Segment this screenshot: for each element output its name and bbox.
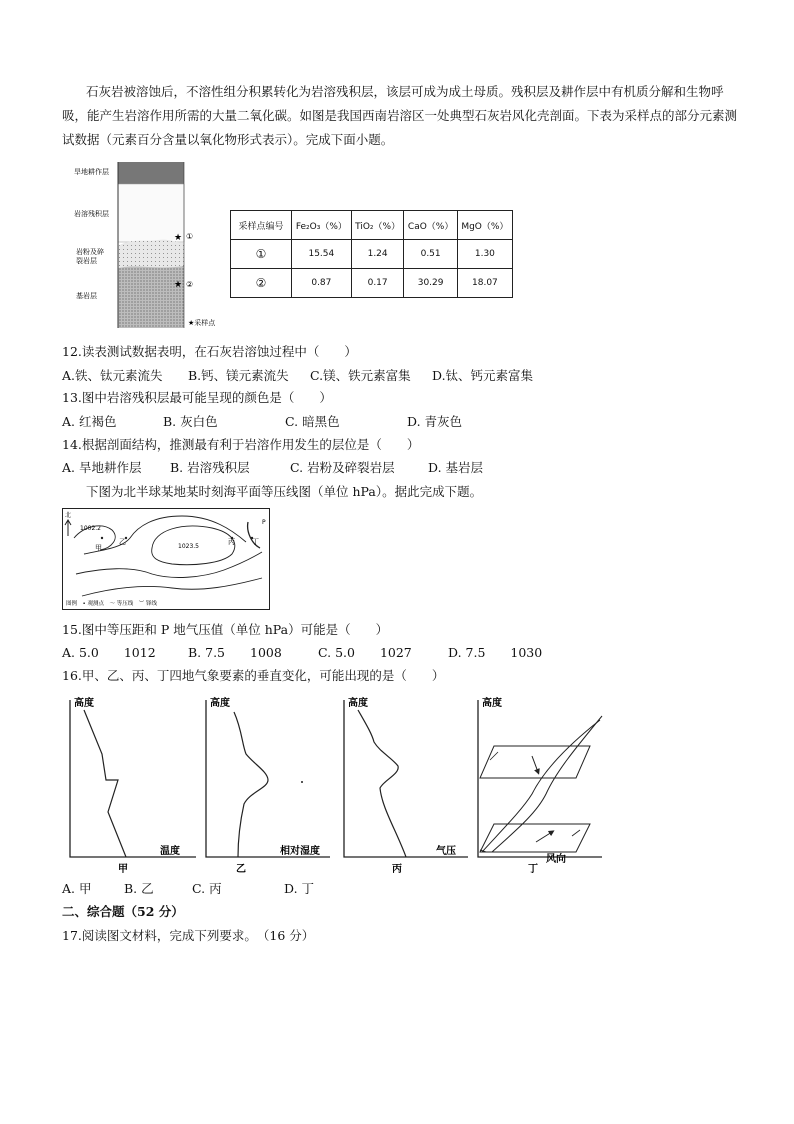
isobar-map — [62, 508, 270, 610]
q14-option-c: C. 岩粉及碎裂岩层 — [290, 460, 395, 475]
q13-option-d: D. 青灰色 — [407, 414, 463, 429]
graph-ylabel: 高度 — [210, 698, 230, 709]
wind-ribbon — [492, 716, 602, 852]
table-header: TiO₂（%） — [351, 211, 404, 240]
table-header: CaO（%） — [404, 211, 457, 240]
q16-option-b: B. 乙 — [124, 881, 154, 896]
question-17-stem: 17.阅读图文材料，完成下列要求。 （16 分） — [62, 928, 315, 943]
question-13-stem: 13.图中岩溶残积层最可能呈现的颜色是（ ） — [62, 390, 332, 405]
graph-xlabel: 风向 — [546, 854, 566, 865]
section-2-heading: 二、综合题（52 分） — [62, 904, 184, 919]
profile-legend: ★采样点 — [188, 319, 216, 327]
wind-arrow-icon — [536, 832, 552, 842]
q14-option-a: A. 旱地耕作层 — [62, 460, 142, 475]
wind-arrow-icon — [532, 756, 538, 772]
q16-option-a: A. 甲 — [62, 881, 92, 896]
intro-text: 石灰岩被溶蚀后，不溶性组分积累转化为岩溶残积层，该层可成为成土母质。残积层及耕作层中有机质分解和生物呼吸，能产生岩溶作用所需的大量二氧化碳。如图是我国西南岩溶区一处典型石灰岩风化壳剖面。下表为采样点的部分元素测试数据（元素百分含量以氧化物形式表示）。完成下面小题。 — [62, 84, 738, 147]
table-cell: 1.30 — [457, 240, 512, 269]
q14-option-d: D. 基岩层 — [428, 460, 484, 475]
map-legend: 图例 • 观测点 〜 等压线 ︶ 锋线 — [66, 601, 157, 607]
q15-option-c: C. 5.0 1027 — [318, 645, 412, 660]
place-ding: 丁 — [252, 538, 259, 546]
pressure-value-high: 1023.5 — [178, 543, 199, 550]
isobar-intro: 下图为北半球某地某时刻海平面等压线图（单位 hPa）。据此完成下题。 — [86, 484, 483, 499]
sample-star-2: ★ — [174, 280, 183, 290]
curve-pressure — [358, 710, 406, 857]
table-cell: 18.07 — [457, 269, 512, 298]
curve-temperature — [84, 710, 126, 857]
graph-xlabel: 相对湿度 — [280, 846, 320, 857]
table-cell: ② — [231, 269, 292, 298]
table-header: Fe₂O₃（%） — [292, 211, 352, 240]
sample-marker-2: ② — [186, 280, 194, 289]
table-cell: 1.24 — [351, 240, 404, 269]
bedrock-layer — [118, 266, 184, 328]
table-header: MgO（%） — [457, 211, 512, 240]
graph-ylabel: 高度 — [348, 698, 368, 709]
graph-ylabel: 高度 — [482, 698, 502, 709]
sample-marker-1: ① — [186, 232, 194, 241]
q12-option-d: D.钛、钙元素富集 — [432, 368, 534, 383]
layer-label-3b: 裂岩层 — [76, 257, 97, 265]
table-header: 采样点编号 — [231, 211, 292, 240]
question-12-stem: 12.读表测试数据表明，在石灰岩溶蚀过程中（ ） — [62, 344, 357, 359]
curve-humidity — [234, 712, 268, 857]
table-cell: 15.54 — [292, 240, 352, 269]
q13-option-a: A. 红褐色 — [62, 414, 117, 429]
table-cell: 0.51 — [404, 240, 457, 269]
place-bing: 丙 — [228, 538, 235, 546]
graph-yi — [206, 696, 330, 875]
cultivated-layer — [118, 162, 184, 184]
graph-axis — [344, 700, 468, 857]
place-jia: 甲 — [95, 544, 102, 552]
place-yi: 乙 — [119, 538, 126, 546]
q15-option-d: D. 7.5 1030 — [448, 645, 543, 660]
q15-option-a: A. 5.0 1012 — [62, 645, 156, 660]
graph-ylabel: 高度 — [74, 698, 94, 709]
sample-star-1: ★ — [174, 233, 183, 243]
graph-name: 甲 — [118, 864, 128, 875]
q16-option-c: C. 丙 — [192, 881, 222, 896]
sample-data-table — [230, 210, 513, 298]
table-row — [231, 240, 513, 269]
isobar-tick — [572, 830, 580, 836]
stray-dot — [301, 781, 303, 783]
layer-label-2: 岩溶残积层 — [74, 210, 109, 218]
graph-ding — [478, 696, 602, 875]
graph-bing — [344, 696, 468, 875]
place-p: P — [262, 519, 266, 526]
table-cell: ① — [231, 240, 292, 269]
q13-option-c: C. 暗黑色 — [285, 414, 340, 429]
graph-jia — [70, 696, 196, 875]
observation-point — [101, 537, 103, 539]
q12-option-c: C.镁、铁元素富集 — [310, 368, 411, 383]
layer-label-3: 岩粉及碎 — [76, 248, 104, 256]
q12-option-a: A.铁、钛元素流失 — [62, 368, 163, 383]
graph-name: 丁 — [528, 864, 538, 875]
layer-label-1: 旱地耕作层 — [74, 168, 109, 176]
question-16-stem: 16.甲、乙、丙、丁四地气象要素的垂直变化，可能出现的是（ ） — [62, 668, 445, 683]
vertical-profile-graphs — [62, 690, 612, 876]
table-header-row — [231, 211, 513, 240]
layer-label-4: 基岩层 — [76, 292, 97, 300]
q13-option-b: B. 灰白色 — [163, 414, 218, 429]
q15-option-b: B. 7.5 1008 — [188, 645, 282, 660]
north-label: 北 — [65, 512, 72, 519]
graph-xlabel: 气压 — [436, 846, 456, 857]
graph-name: 丙 — [392, 864, 402, 875]
table-cell: 0.87 — [292, 269, 352, 298]
question-15-stem: 15.图中等压距和 P 地气压值（单位 hPa）可能是（ ） — [62, 622, 389, 637]
table-cell: 0.17 — [351, 269, 404, 298]
weathering-profile-figure — [62, 160, 232, 332]
q12-option-b: B.钙、镁元素流失 — [188, 368, 289, 383]
q14-option-b: B. 岩溶残积层 — [170, 460, 250, 475]
pressure-value-low: 1002.2 — [80, 525, 101, 532]
intro-paragraph — [62, 80, 742, 152]
table-cell: 30.29 — [404, 269, 457, 298]
graph-xlabel: 温度 — [160, 846, 180, 857]
question-14-stem: 14.根据剖面结构，推测最有利于岩溶作用发生的层位是（ ） — [62, 437, 420, 452]
table-row — [231, 269, 513, 298]
q16-option-d: D. 丁 — [284, 881, 315, 896]
rock-powder-layer — [118, 240, 184, 270]
graph-name: 乙 — [236, 864, 246, 875]
